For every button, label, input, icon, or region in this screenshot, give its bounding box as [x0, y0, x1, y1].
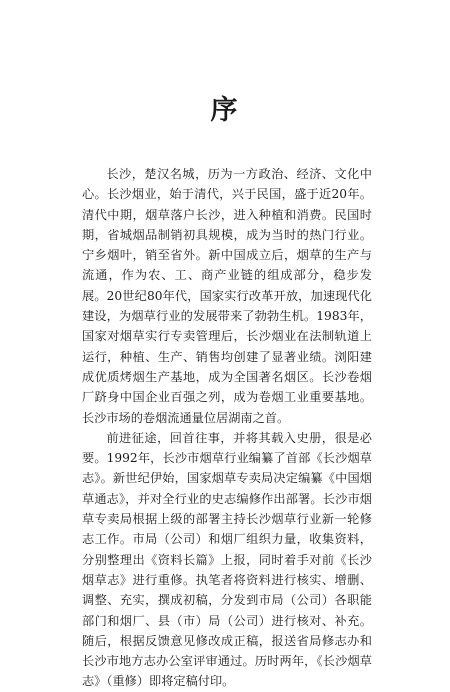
paragraph-2: 前进征途，回首往事，并将其载入史册，很是必要。1992年，长沙市烟草行业编纂了首部《长沙烟草志》。新世纪伊始，国家烟草专卖局决定编纂《中国烟草通志》，并对全行业的史志编修作出部署。长沙市烟草专卖局根据上级的部署主持长沙烟草行业新一轮修志工作。市局（公司）和烟厂组织力量，收集资料，分别整理出《资料长篇》上报，同时着手对前《长沙烟草志》进行重修。执笔者将资料进行核实、增删、调整、充实，撰成初稿，分发到市局（公司）各职能部门和烟厂、县（市）局（公司）进行核对、补充。随后，根据反馈意见修改成正稿，报送省局修志办和长沙市地方志办公室评审通过。历时两年，《长沙烟草志》（重修）即将定稿付印。 [82, 430, 372, 689]
preface-title: 序 [210, 95, 240, 126]
preface-body [82, 164, 372, 692]
paragraph-1: 长沙，楚汉名城，历为一方政治、经济、文化中心。长沙烟业，始于清代，兴于民国，盛于近20年。清代中期，烟草落户长沙，进入种植和消费。民国时期，省城烟品制销初具规模，成为当时的热门行业。宁乡烟叶，销至省外。新中国成立后，烟草的生产与流通，作为农、工、商产业链的组成部分，稳步发展。20世纪80年代，国家实行改革开放，加速现代化建设，为烟草行业的发展带来了勃勃生机。1983年，国家对烟草实行专卖管理后，长沙烟业在法制轨道上运行，种植、生产、销售均创建了显著业绩。浏阳建成优质烤烟生产基地，成为全国著名烟区。长沙卷烟厂跻身中国企业百强之列，成为卷烟工业重要基地。长沙市场的卷烟流通量位居湖南之首。 [82, 167, 372, 425]
